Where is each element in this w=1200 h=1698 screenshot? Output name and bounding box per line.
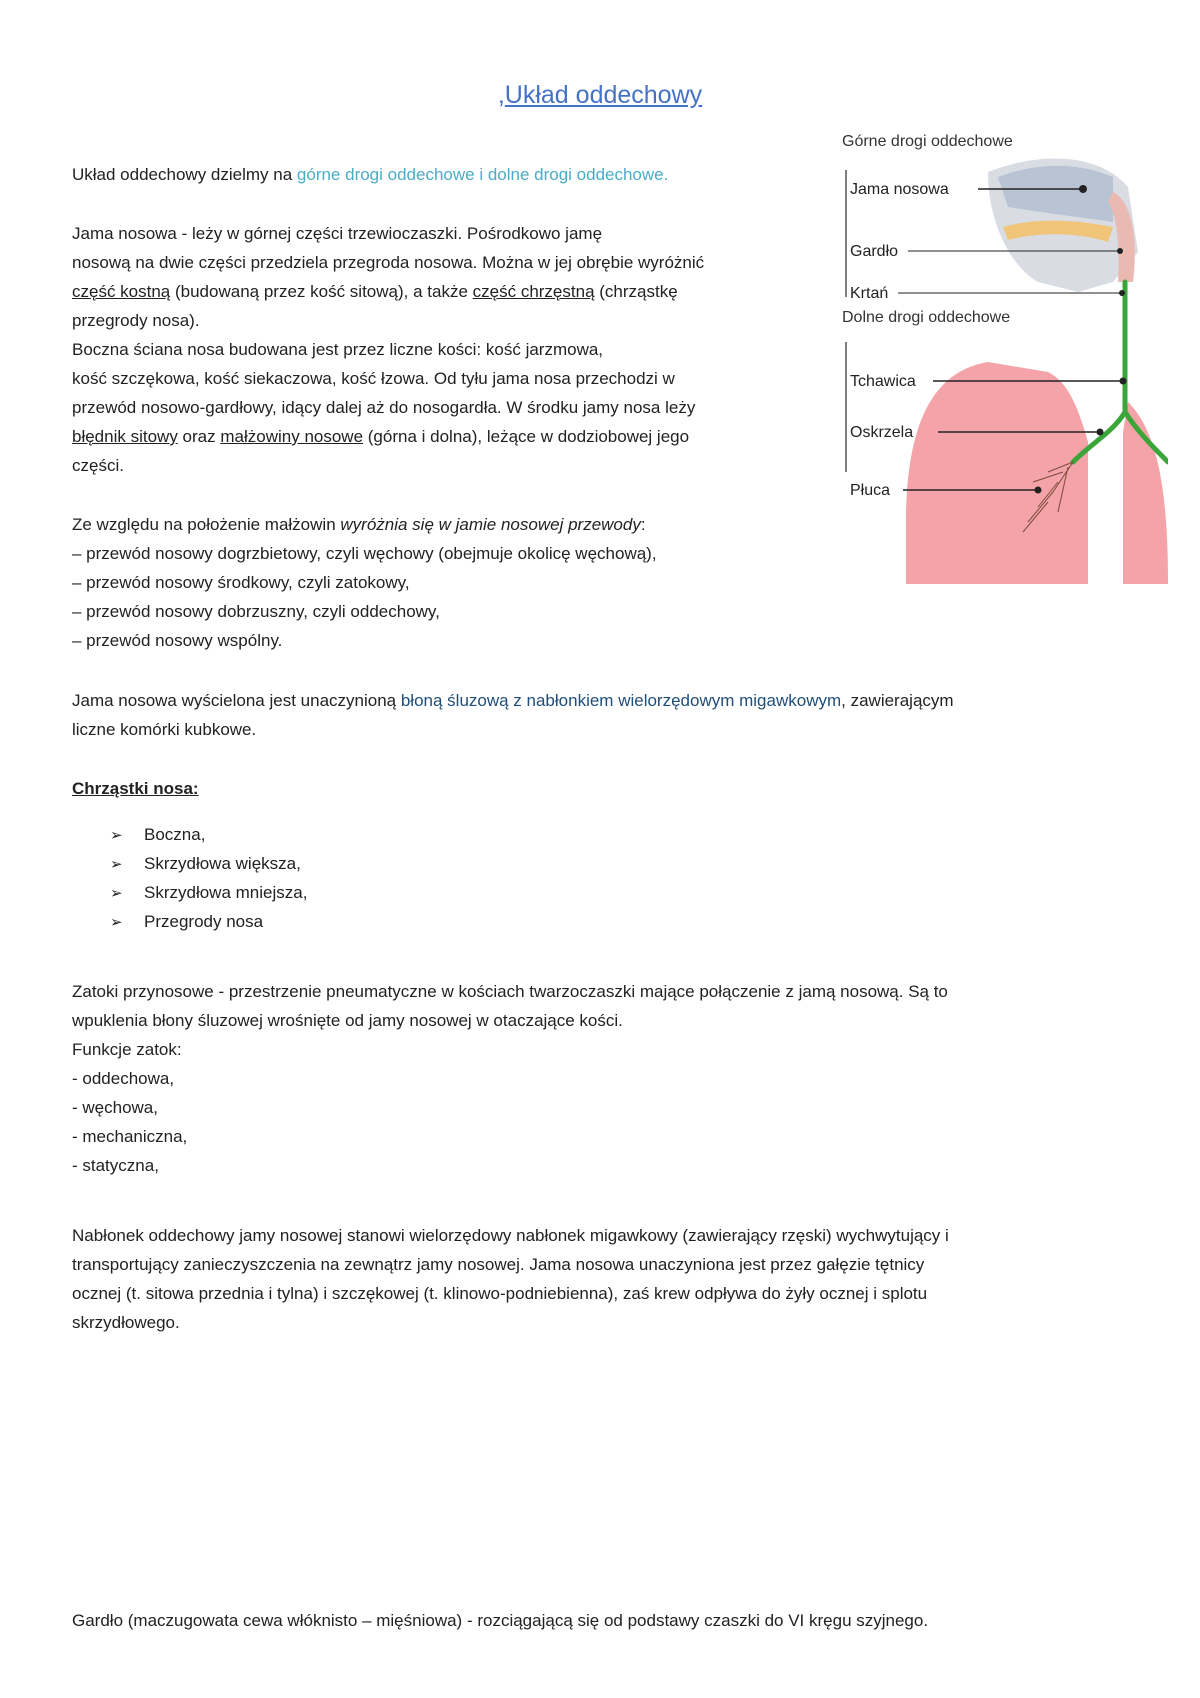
passage-item: – przewód nosowy dobrzuszny, czyli oddechowy,	[72, 602, 440, 621]
respiratory-system-diagram	[838, 132, 1168, 584]
epithelium-line-3: ocznej (t. sitowa przednia i tylna) i szczękowej (t. klinowo-podniebienna), zaś krew odpływa do żyły ocznej i splotu	[72, 1284, 928, 1303]
nasal-line-7: przewód nosowo-gardłowy, idący dalej aż do nosogardła. W środku jamy nosa leży	[72, 398, 696, 417]
label-nasal-cavity: Jama nosowa	[850, 181, 949, 198]
intro-paragraph	[72, 160, 668, 189]
ethmoid-labyrinth-term: błędnik sitowy	[72, 427, 178, 446]
cartilage-list	[110, 820, 307, 936]
leader-dot	[1035, 487, 1042, 494]
sinuses-line-1: Zatoki przynosowe - przestrzenie pneumatyczne w kościach twarzoczaszki mające połączenie z jamą nosową. Są to	[72, 982, 948, 1001]
arrow-bullet-icon: ➢	[110, 827, 123, 844]
label-bronchi: Oskrzela	[850, 424, 914, 441]
nasal-line-9: części.	[72, 456, 124, 475]
page-title	[0, 78, 1200, 112]
arrow-bullet-icon: ➢	[110, 914, 123, 931]
label-larynx: Krtań	[850, 285, 889, 302]
leader-dot	[1117, 248, 1123, 254]
pharynx-line: Gardło (maczugowata cewa włóknisto – mięśniowa) - rozciągającą się od podstawy czaszki do VI kręgu szyjnego.	[72, 1611, 929, 1630]
passage-item: – przewód nosowy środkowy, czyli zatokowy,	[72, 573, 410, 592]
leader-dot	[1097, 429, 1104, 436]
list-item-label: Boczna,	[144, 825, 206, 844]
sinus-function-item: - statyczna,	[72, 1156, 159, 1175]
epithelium-line-2: transportujący zanieczyszczenia na zewnątrz jamy nosowej. Jama nosowa unaczyniona jest przez gałęzie tętnicy	[72, 1255, 925, 1274]
passages-intro-italic: wyróżnia się w jamie nosowej przewody	[340, 515, 641, 534]
nasal-line-6: kość szczękowa, kość siekaczowa, kość łzowa. Od tyłu jama nosa przechodzi w	[72, 369, 675, 388]
label-trachea: Tchawica	[850, 373, 916, 390]
upper-airways-title: Górne drogi oddechowe	[842, 133, 1013, 150]
list-item	[110, 849, 307, 878]
nasal-line-8	[72, 422, 689, 451]
sinuses-line-2: wpuklenia błony śluzowej wrośnięte od jamy nosowej w otaczające kości.	[72, 1011, 623, 1030]
airway-tree	[1073, 282, 1168, 462]
title-prefix: ,	[497, 81, 505, 109]
epithelium-line-4: skrzydłowego.	[72, 1313, 180, 1332]
list-item	[110, 820, 307, 849]
leader-dot	[1120, 378, 1127, 385]
title-text: Układ oddechowy	[504, 81, 703, 109]
sinus-function-item: - węchowa,	[72, 1098, 158, 1117]
sinuses-line-3: Funkcje zatok:	[72, 1040, 182, 1059]
sinus-function-item: - mechaniczna,	[72, 1127, 188, 1146]
mucosa-line-1	[72, 686, 954, 715]
arrow-bullet-icon: ➢	[110, 885, 123, 902]
nasal-line-2: nosową na dwie części przedziela przegroda nosowa. Można w jej obrębie wyróżnić	[72, 253, 705, 272]
leader-dot	[1079, 185, 1087, 193]
list-item-label: Przegrody nosa	[144, 912, 264, 931]
passages-intro-c: :	[640, 515, 646, 534]
intro-highlight: górne drogi oddechowe i dolne drogi oddechowe.	[296, 165, 669, 184]
epithelium-line-1: Nabłonek oddechowy jamy nosowej stanowi wielorzędowy nabłonek migawkowy (zawierający rzęski) wychwytujący i	[72, 1226, 949, 1245]
nasal-line-5: Boczna ściana nosa budowana jest przez liczne kości: kość jarzmowa,	[72, 340, 604, 359]
left-lung-shape	[1123, 402, 1168, 584]
passages-intro-a: Ze względu na położenie małżowin	[72, 515, 341, 534]
leader-dot	[1119, 290, 1125, 296]
nasal-line-8-d: (górna i dolna), leżące w dodziobowej jego	[363, 427, 690, 446]
passages-intro	[72, 510, 646, 539]
mucosa-c: , zawierającym	[841, 691, 954, 710]
arrow-bullet-icon: ➢	[110, 856, 123, 873]
passage-item: – przewód nosowy dogrzbietowy, czyli węchowy (obejmuje okolicę węchową),	[72, 544, 657, 563]
list-item	[110, 878, 307, 907]
label-pharynx: Gardło	[850, 243, 899, 260]
passage-item: – przewód nosowy wspólny.	[72, 631, 283, 650]
cartilage-heading	[72, 774, 199, 803]
nasal-line-1: Jama nosowa - leży w górnej części trzewioczaszki. Pośrodkowo jamę	[72, 224, 603, 243]
cartilage-part-term: część chrzęstną	[472, 282, 595, 301]
nasal-conchae-term: małżowiny nosowe	[220, 427, 364, 446]
cartilage-heading-text: Chrząstki nosa:	[72, 779, 199, 798]
nasal-line-3	[72, 277, 678, 306]
nasal-line-4: przegrody nosa).	[72, 311, 200, 330]
mucosa-highlight: błoną śluzową z nabłonkiem wielorzędowym migawkowym	[400, 691, 842, 710]
mucosa-a: Jama nosowa wyścielona jest unaczynioną	[72, 691, 401, 710]
mucosa-line-2: liczne komórki kubkowe.	[72, 720, 257, 739]
list-item-label: Skrzydłowa mniejsza,	[144, 883, 308, 902]
label-lungs: Płuca	[850, 482, 891, 499]
list-item	[110, 907, 307, 936]
nasal-line-3-b: (budowaną przez kość sitową), a także	[170, 282, 473, 301]
sinus-function-item: - oddechowa,	[72, 1069, 175, 1088]
intro-text: Układ oddechowy dzielmy na	[72, 165, 297, 184]
lower-airways-title: Dolne drogi oddechowe	[842, 309, 1011, 326]
nasal-line-3-d: (chrząstkę	[594, 282, 678, 301]
nasal-line-8-b: oraz	[177, 427, 221, 446]
bony-part-term: część kostną	[72, 282, 171, 301]
list-item-label: Skrzydłowa większa,	[144, 854, 301, 873]
